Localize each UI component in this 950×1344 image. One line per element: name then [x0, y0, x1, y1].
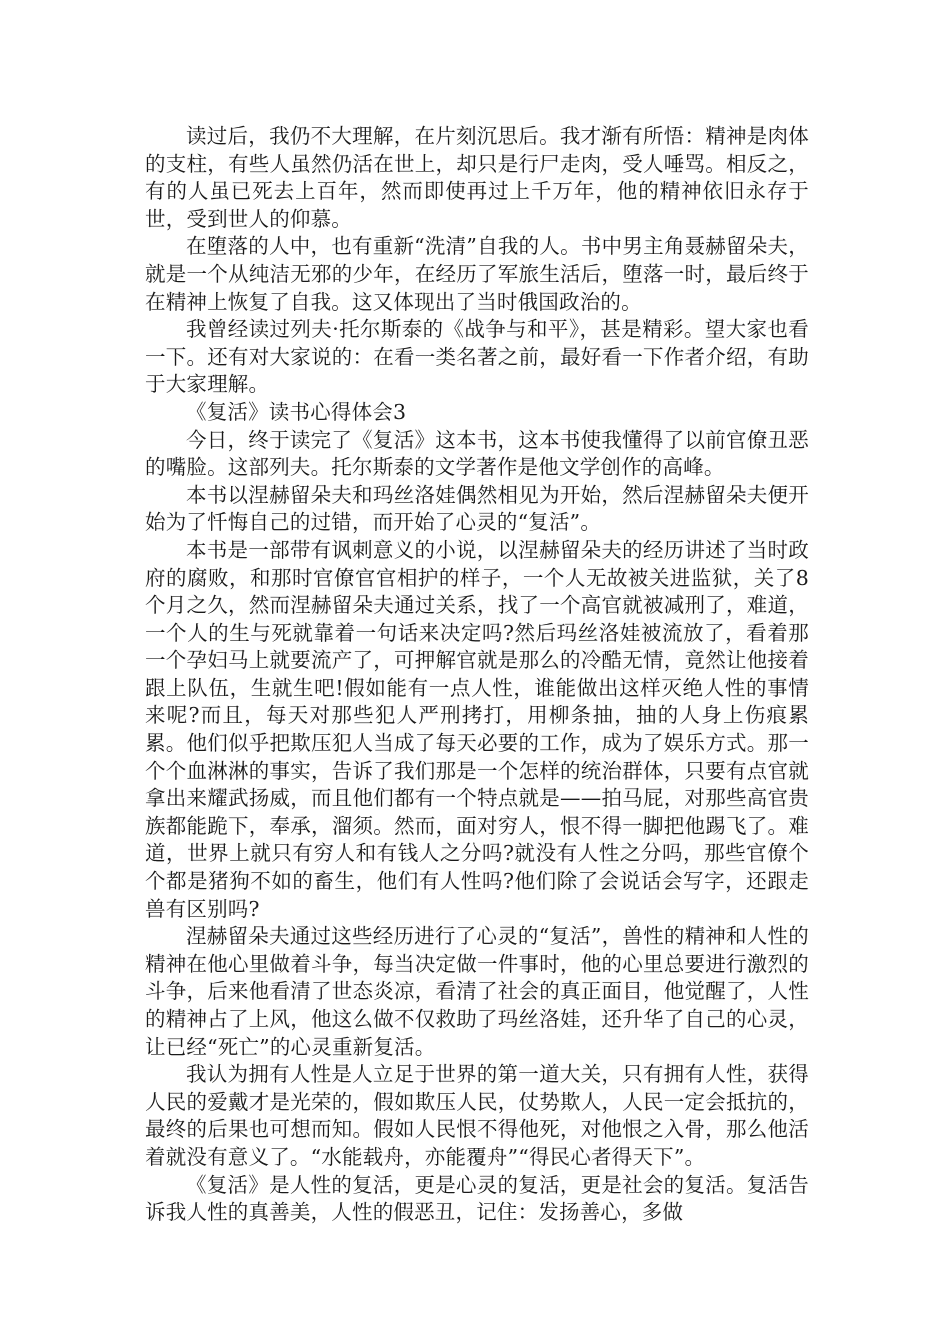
paragraph: 涅赫留朵夫通过这些经历进行了心灵的“复活”，兽性的精神和人性的精神在他心里做着斗争，每当决定做一件事时，他的心里总要进行激烈的斗争，后来他看清了世态炎凉，看清了社会的真正面目，他觉醒了，人性的精神占了上风，他这么做不仅救助了玛丝洛娃，还升华了自己的心灵，让已经“死亡”的心灵重新复活。 — [145, 924, 809, 1059]
paragraph: 本书以涅赫留朵夫和玛丝洛娃偶然相见为开始，然后涅赫留朵夫便开始为了忏悔自己的过错，而开始了心灵的“复活”。 — [145, 482, 809, 535]
paragraph: 读过后，我仍不大理解，在片刻沉思后。我才渐有所悟：精神是肉体的支柱，有些人虽然仍活在世上，却只是行尸走肉，受人唾骂。相反之，有的人虽已死去上百年，然而即使再过上千万年，他的精神依旧永存于世，受到世人的仰慕。 — [145, 124, 809, 231]
paragraph: 我曾经读过列夫·托尔斯泰的《战争与和平》，甚是精彩。望大家也看一下。还有对大家说的：在看一类名著之前，最好看一下作者介绍，有助于大家理解。 — [145, 317, 809, 397]
paragraph: 《复活》是人性的复活，更是心灵的复活，更是社会的复活。复活告诉我人性的真善美，人性的假恶丑，记住：发扬善心，多做 — [145, 1172, 809, 1225]
paragraph: 在堕落的人中，也有重新“洗清”自我的人。书中男主角聂赫留朵夫，就是一个从纯洁无邪的少年，在经历了军旅生活后，堕落一时，最后终于在精神上恢复了自我。这又体现出了当时俄国政治的。 — [145, 234, 809, 314]
paragraph: 本书是一部带有讽刺意义的小说，以涅赫留朵夫的经历讲述了当时政府的腐败，和那时官僚官官相护的样子，一个人无故被关进监狱，关了8个月之久，然而涅赫留朵夫通过关系，找了一个高官就被减刑了，难道，一个人的生与死就靠着一句话来决定吗?然后玛丝洛娃被流放了，看着那一个孕妇马上就要流产了，可押解官就是那么的冷酷无情，竟然让他接着跟上队伍，生就生吧!假如能有一点人性，谁能做出这样灭绝人性的事情来呢?而且，每天对那些犯人严刑拷打，用柳条抽，抽的人身上伤痕累累。他们似乎把欺压犯人当成了每天必要的工作，成为了娱乐方式。那一个个血淋淋的事实，告诉了我们那是一个怎样的统治群体，只要有点官就拿出来耀武扬威，而且他们都有一个特点就是——拍马屁，对那些高官贵族都能跪下，奉承，溜须。然而，面对穷人，恨不得一脚把他踢飞了。难道，世界上就只有穷人和有钱人之分吗?就没有人性之分吗，那些官僚个个都是猪狗不如的畜生，他们有人性吗?他们除了会说话会写字，还跟走兽有区别吗? — [145, 537, 809, 921]
section-heading: 《复活》读书心得体会3 — [186, 399, 407, 424]
paragraph: 今日，终于读完了《复活》这本书，这本书使我懂得了以前官僚丑恶的嘴脸。这部列夫。托尔斯泰的文学著作是他文学创作的高峰。 — [145, 427, 809, 480]
document-body — [145, 123, 809, 1227]
paragraph: 我认为拥有人性是人立足于世界的第一道大关，只有拥有人性，获得人民的爱戴才是光荣的，假如欺压人民，仗势欺人，人民一定会抵抗的，最终的后果也可想而知。假如人民恨不得他死，对他恨之入骨，那么他活着就没有意义了。“水能载舟，亦能覆舟”“得民心者得天下”。 — [145, 1062, 809, 1169]
